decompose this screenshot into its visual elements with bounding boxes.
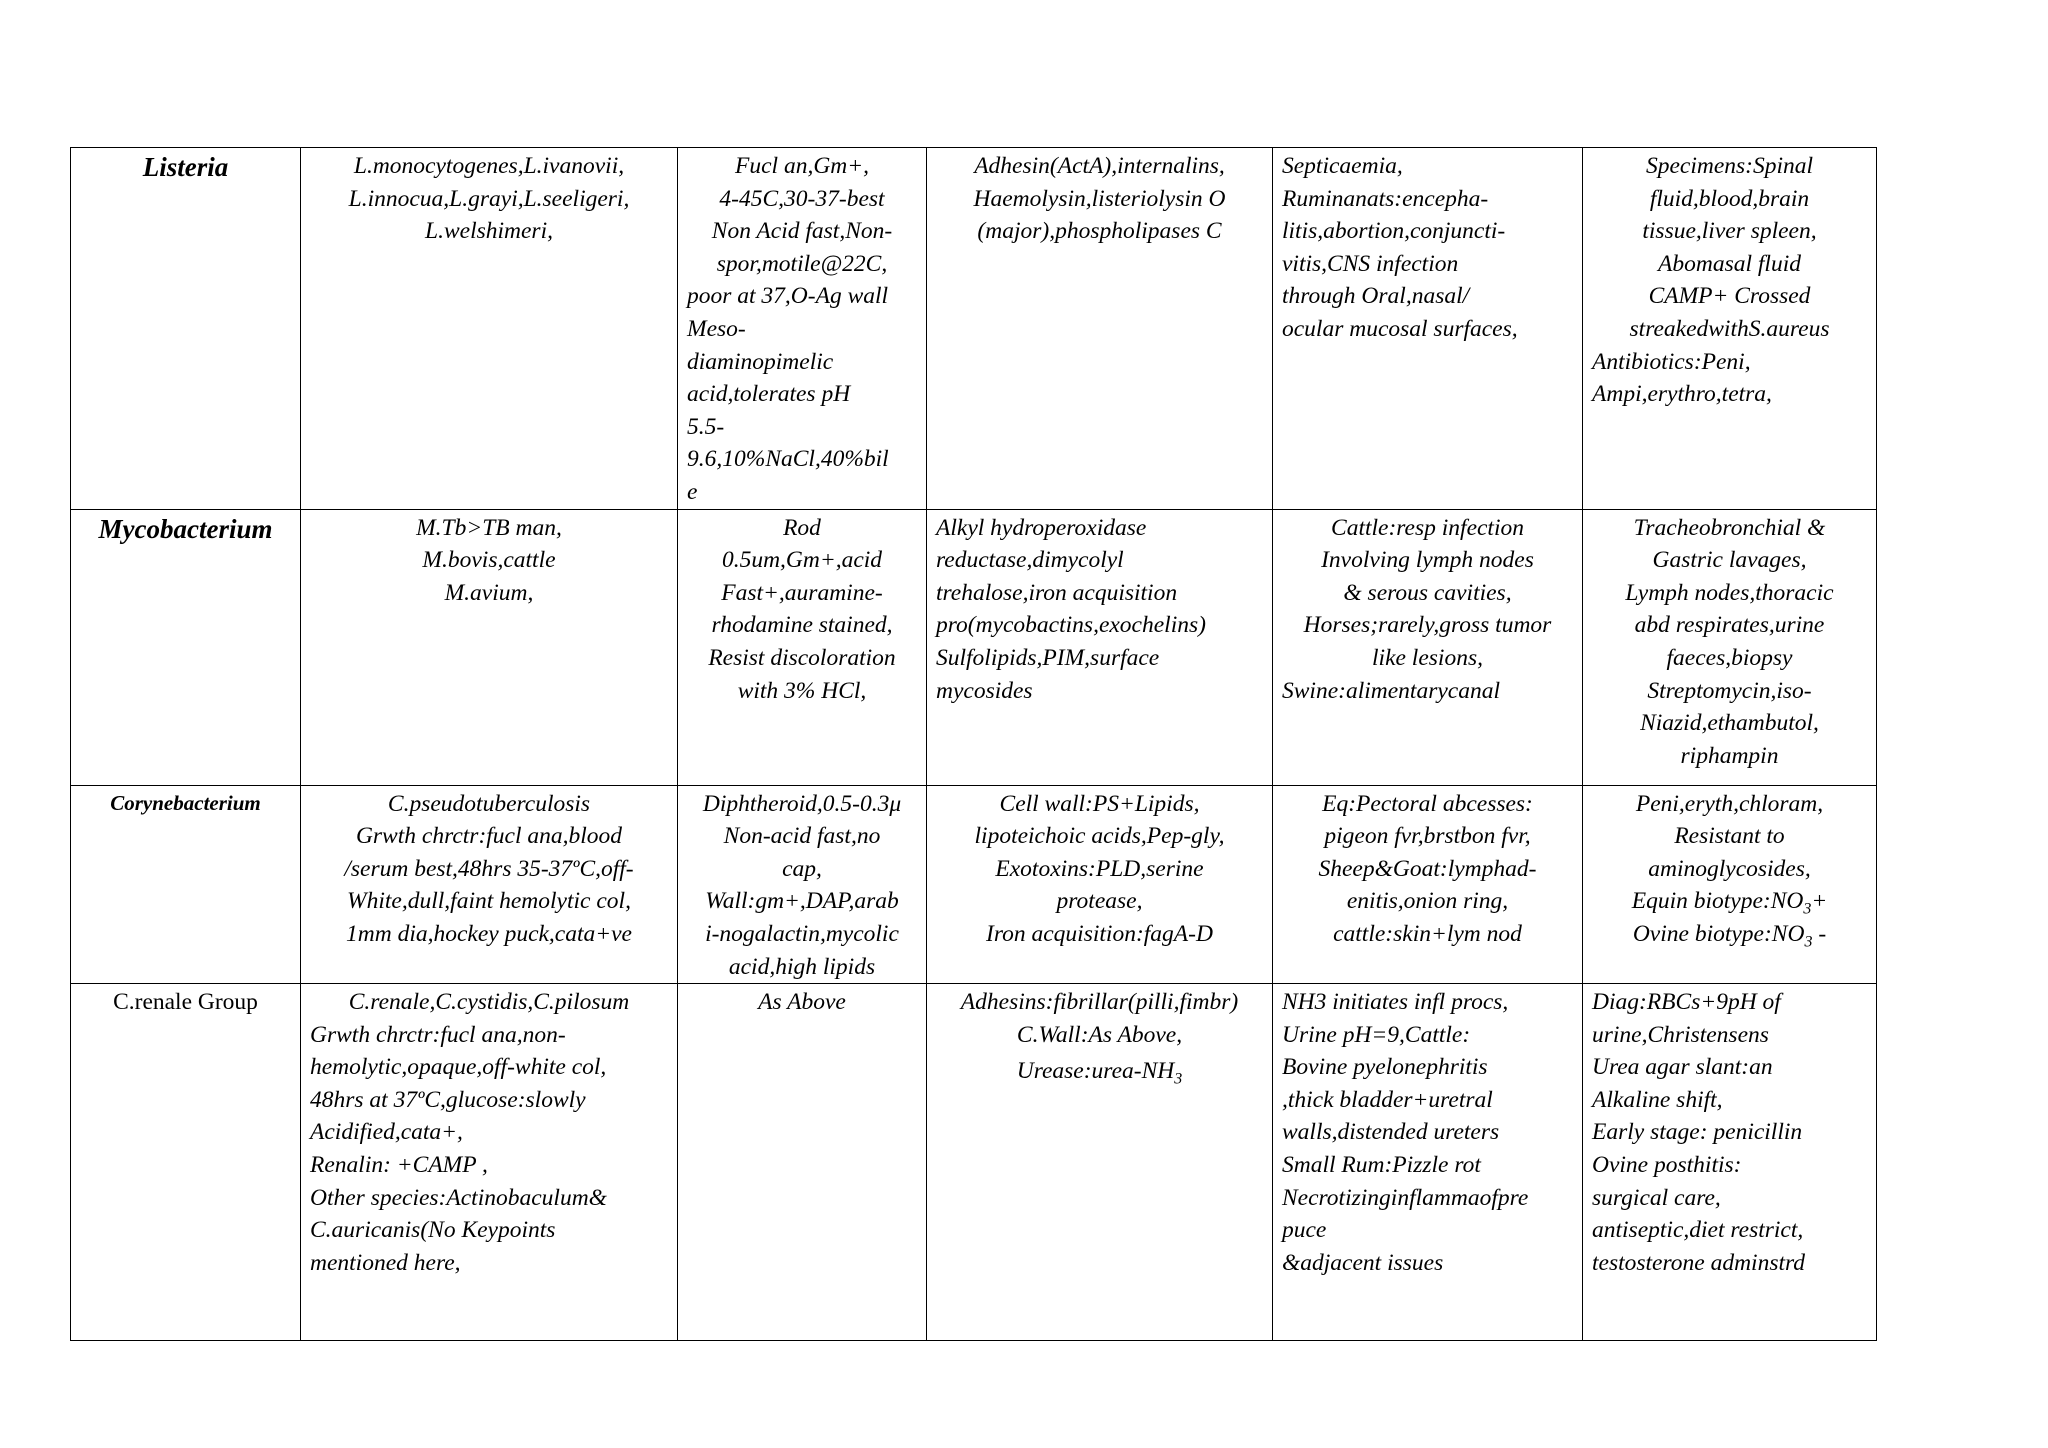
characteristics-line: Non-acid fast,no (723, 823, 881, 850)
characteristics-line: i-nogalactin,mycolic (705, 920, 899, 947)
table-row-corynebacterium (71, 785, 1877, 984)
species-line: 1mm dia,hockey puck,cata+ve (346, 920, 632, 947)
subscript: 3 (1804, 933, 1813, 951)
table-row-mycobacterium (71, 509, 1877, 785)
virulence-line: Adhesins:fibrillar(pilli,fimbr) (960, 989, 1239, 1016)
characteristics-cell (678, 509, 927, 785)
disease-line: ,thick bladder+uretral (1282, 1086, 1493, 1113)
equin-biotype-suffix: + (1811, 888, 1828, 915)
characteristics-line: 0.5um,Gm+,acid (721, 547, 883, 574)
diagnosis-line: aminoglycosides, (1648, 855, 1811, 882)
diagnosis-line: Alkaline shift, (1592, 1086, 1723, 1113)
genus-name: Mycobacterium (98, 513, 273, 544)
virulence-line: reductase,dimycolyl (936, 547, 1124, 574)
species-line: Acidified,cata+, (310, 1119, 463, 1146)
species-line: L.welshimeri, (425, 218, 553, 245)
characteristics-line: e (687, 478, 698, 505)
species-line: Renalin: +CAMP , (310, 1152, 488, 1179)
virulence-line: Exotoxins:PLD,serine (995, 855, 1204, 882)
disease-line: puce (1282, 1217, 1327, 1244)
diagnosis-line: riphampin (1680, 742, 1779, 769)
equin-biotype-text: Equin biotype:NO (1631, 888, 1804, 915)
characteristics-cell (678, 984, 927, 1341)
species-line: C.renale,C.cystidis,C.pilosum (348, 989, 630, 1016)
diagnosis-line: Early stage: penicillin (1592, 1119, 1803, 1146)
virulence-line: Cell wall:PS+Lipids, (999, 790, 1200, 817)
species-cell (301, 785, 678, 984)
species-cell (301, 148, 678, 510)
diagnosis-line: Streptomycin,iso- (1647, 677, 1812, 704)
virulence-line: Sulfolipids,PIM,surface (936, 644, 1160, 671)
genus-cell (71, 984, 301, 1341)
diagnosis-line: Peni,eryth,chloram, (1635, 790, 1824, 817)
diagnosis-line: urine,Christensens (1592, 1021, 1769, 1048)
diagnosis-line: Diag:RBCs+9pH of (1592, 989, 1781, 1016)
virulence-line: Iron acquisition:fagA-D (986, 920, 1213, 947)
disease-line: litis,abortion,conjuncti- (1282, 218, 1506, 245)
genus-name: C.renale Group (113, 989, 258, 1016)
virulence-line: Alkyl hydroperoxidase (936, 514, 1147, 541)
species-cell (301, 984, 678, 1341)
disease-line: vitis,CNS infection (1282, 250, 1459, 277)
characteristics-line: Fucl an,Gm+, (735, 153, 869, 179)
virulence-line: Adhesin(ActA),internalins, (974, 153, 1225, 179)
disease-line: Sheep&Goat:lymphad- (1318, 855, 1537, 882)
diagnosis-cell (1583, 148, 1877, 510)
genus-cell (71, 785, 301, 984)
species-line: M.bovis,cattle (422, 547, 556, 574)
virulence-cell (927, 509, 1273, 785)
diagnosis-cell (1583, 984, 1877, 1341)
virulence-cell (927, 984, 1273, 1341)
species-line: M.Tb>TB man, (416, 514, 562, 541)
diagnosis-line: Abomasal fluid (1658, 250, 1801, 277)
species-line: M.avium, (444, 579, 534, 606)
characteristics-line: 9.6,10%NaCl,40%bil (687, 446, 889, 473)
disease-line: enitis,onion ring, (1346, 888, 1509, 915)
characteristics-line: Meso- (687, 315, 746, 342)
characteristics-line: Non Acid fast,Non- (711, 218, 893, 245)
ovine-biotype-line (1592, 918, 1867, 951)
species-line: mentioned here, (310, 1249, 461, 1276)
diagnosis-line: surgical care, (1592, 1184, 1721, 1211)
subscript: 3 (1803, 901, 1812, 918)
ovine-biotype-text: Ovine biotype:NO (1632, 920, 1805, 947)
ovine-biotype-suffix: - (1812, 920, 1827, 947)
genus-cell (71, 148, 301, 510)
table-row-c-renale-group (71, 984, 1877, 1341)
species-line: Grwth chrctr:fucl ana,non- (310, 1021, 566, 1048)
diagnosis-cell (1583, 785, 1877, 984)
diagnosis-line: faeces,biopsy (1666, 644, 1793, 671)
characteristics-line: As Above (758, 989, 846, 1016)
virulence-cell (927, 148, 1273, 510)
characteristics-line: 5.5- (687, 413, 725, 440)
disease-line: Involving lymph nodes (1321, 547, 1534, 574)
diagnosis-line: tissue,liver spleen, (1642, 218, 1817, 245)
disease-cell (1273, 509, 1583, 785)
species-line: /serum best,48hrs 35-37ºC,off- (344, 855, 634, 882)
disease-line: Septicaemia, (1282, 153, 1403, 179)
characteristics-line: rhodamine stained, (711, 612, 893, 639)
species-line: hemolytic,opaque,off-white col, (310, 1054, 607, 1081)
disease-line: Bovine pyelonephritis (1282, 1054, 1488, 1081)
diagnosis-line: Tracheobronchial & (1633, 514, 1826, 541)
table-row-listeria (71, 148, 1877, 510)
characteristics-line: spor,motile@22C, (716, 250, 888, 277)
characteristics-line: Fast+,auramine- (721, 579, 883, 606)
species-line: Other species:Actinobaculum& (310, 1184, 607, 1211)
disease-cell (1273, 785, 1583, 984)
disease-line: ocular mucosal surfaces, (1282, 315, 1518, 342)
diagnosis-line: Ovine posthitis: (1592, 1152, 1742, 1179)
disease-line: pigeon fvr,brstbon fvr, (1324, 823, 1531, 850)
disease-cell (1273, 984, 1583, 1341)
disease-line: Urine pH=9,Cattle: (1282, 1021, 1471, 1048)
virulence-line: trehalose,iron acquisition (936, 579, 1178, 606)
diagnosis-line: Resistant to (1674, 823, 1785, 850)
characteristics-line: Rod (783, 514, 821, 541)
genus-name: Listeria (142, 152, 229, 182)
characteristics-line: poor at 37,O-Ag wall (687, 283, 889, 310)
disease-cell (1273, 148, 1583, 510)
diagnosis-line: Gastric lavages, (1652, 547, 1807, 574)
characteristics-line: Diphtheroid,0.5-0.3μ (702, 790, 902, 817)
virulence-line: protease, (1056, 888, 1143, 915)
disease-line: Swine:alimentarycanal (1282, 677, 1500, 704)
characteristics-line: Resist discoloration (708, 644, 896, 671)
diagnosis-line: antiseptic,diet restrict, (1592, 1217, 1804, 1244)
characteristics-line: with 3% HCl, (737, 677, 867, 704)
disease-line: Ruminanats:encepha- (1282, 185, 1489, 212)
species-line: White,dull,faint hemolytic col, (347, 888, 631, 915)
disease-line: walls,distended ureters (1282, 1119, 1500, 1146)
diagnosis-line: Niazid,ethambutol, (1640, 710, 1819, 737)
characteristics-line: acid,high lipids (728, 953, 876, 980)
species-line: Grwth chrctr:fucl ana,blood (355, 823, 623, 850)
species-cell (301, 509, 678, 785)
disease-line: NH3 initiates infl procs, (1282, 989, 1509, 1016)
urease-line (936, 1055, 1263, 1088)
disease-line: through Oral,nasal/ (1282, 283, 1470, 310)
characteristics-line: cap, (782, 855, 822, 882)
diagnosis-line: fluid,blood,brain (1649, 185, 1810, 212)
disease-line: Small Rum:Pizzle rot (1282, 1152, 1481, 1179)
characteristics-line: diaminopimelic (687, 348, 834, 375)
genus-cell (71, 509, 301, 785)
virulence-line: lipoteichoic acids,Pep-gly, (974, 823, 1225, 850)
disease-line: like lesions, (1372, 644, 1483, 671)
species-line: C.pseudotuberculosis (387, 790, 591, 817)
diagnosis-line: Antibiotics:Peni, (1592, 348, 1751, 375)
disease-line: Necrotizinginflammaofpre (1282, 1184, 1529, 1211)
disease-line: Horses;rarely,gross tumor (1303, 612, 1552, 639)
urease-text: Urease:urea-NH (1016, 1058, 1175, 1085)
disease-line: & serous cavities, (1343, 579, 1512, 606)
subscript: 3 (1174, 1070, 1183, 1088)
diagnosis-line: abd respirates,urine (1634, 612, 1825, 639)
species-line: C.auricanis(No Keypoints (310, 1217, 556, 1244)
diagnosis-cell (1583, 509, 1877, 785)
bacteria-table (70, 147, 1877, 1341)
virulence-line: (major),phospholipases C (977, 218, 1222, 245)
characteristics-line: Wall:gm+,DAP,arab (705, 888, 899, 915)
virulence-line: pro(mycobactins,exochelins) (936, 612, 1206, 639)
disease-line: Cattle:resp infection (1331, 514, 1524, 541)
species-line: 48hrs at 37ºC,glucose:slowly (310, 1086, 586, 1113)
virulence-line: mycosides (936, 677, 1033, 704)
characteristics-cell (678, 148, 927, 510)
diagnosis-line: CAMP+ Crossed (1648, 283, 1811, 310)
characteristics-line: 4-45C,30-37-best (719, 185, 885, 212)
diagnosis-line: streakedwithS.aureus (1629, 315, 1830, 342)
disease-line: Eq:Pectoral abcesses: (1322, 790, 1533, 817)
virulence-line: Haemolysin,listeriolysin O (973, 185, 1226, 212)
diagnosis-line: Ampi,erythro,tetra, (1592, 381, 1772, 408)
virulence-line: C.Wall:As Above, (1016, 1021, 1183, 1048)
species-line: L.monocytogenes,L.ivanovii, (353, 153, 625, 179)
diagnosis-line: testosterone adminstrd (1592, 1249, 1806, 1276)
diagnosis-line: Lymph nodes,thoracic (1625, 579, 1834, 606)
virulence-cell (927, 785, 1273, 984)
species-line: L.innocua,L.grayi,L.seeligeri, (348, 185, 630, 212)
diagnosis-line: Urea agar slant:an (1592, 1054, 1773, 1081)
diagnosis-line: Specimens:Spinal (1645, 153, 1814, 179)
characteristics-cell (678, 785, 927, 984)
genus-name: Corynebacterium (110, 790, 261, 815)
disease-line: &adjacent issues (1282, 1249, 1444, 1276)
characteristics-line: acid,tolerates pH (687, 381, 851, 408)
disease-line: cattle:skin+lym nod (1333, 920, 1522, 947)
equin-biotype-line (1592, 885, 1867, 918)
